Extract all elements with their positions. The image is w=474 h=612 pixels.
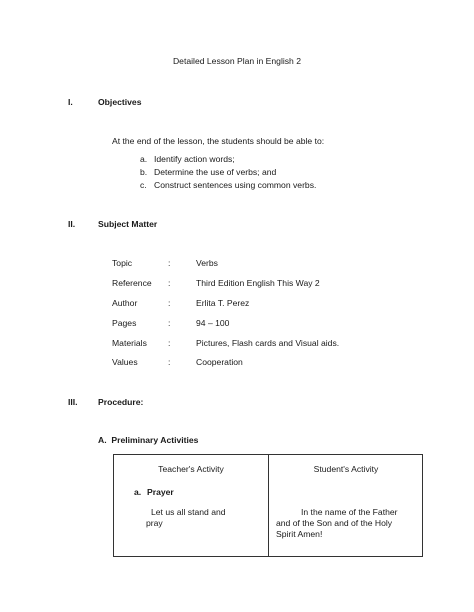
prayer-label: Prayer — [147, 487, 174, 497]
objective-marker: c. — [140, 180, 147, 190]
objective-item: Construct sentences using common verbs. — [154, 180, 317, 190]
teacher-line: Let us all stand and — [151, 507, 226, 517]
objective-marker: b. — [140, 167, 148, 177]
subject-label: Pages — [112, 318, 137, 328]
subject-label: Values — [112, 357, 138, 367]
subject-separator: : — [168, 258, 171, 268]
objectives-intro: At the end of the lesson, the students should be able to: — [112, 136, 325, 146]
subject-label: Topic — [112, 258, 133, 268]
activity-table — [113, 454, 423, 557]
section-numeral-subject-matter: II. — [68, 219, 76, 229]
student-line: Spirit Amen! — [276, 529, 323, 539]
objective-marker: a. — [140, 154, 148, 164]
procedure-subheading: A. Preliminary Activities — [98, 435, 199, 445]
section-heading-subject-matter: Subject Matter — [98, 219, 158, 229]
objective-item: Determine the use of verbs; and — [154, 167, 277, 177]
objective-item: Identify action words; — [154, 154, 235, 164]
subject-value: Pictures, Flash cards and Visual aids. — [196, 338, 340, 348]
section-numeral-procedure: III. — [68, 397, 78, 407]
section-heading-objectives: Objectives — [98, 97, 142, 107]
section-numeral-objectives: I. — [68, 97, 73, 107]
subject-separator: : — [168, 278, 171, 288]
subject-separator: : — [168, 298, 171, 308]
document-title: Detailed Lesson Plan in English 2 — [172, 56, 302, 66]
subject-value: Cooperation — [196, 357, 243, 367]
subject-separator: : — [168, 318, 171, 328]
subject-label: Reference — [112, 278, 152, 288]
student-line: and of the Son and of the Holy — [276, 518, 393, 528]
student-activity-header: Student's Activity — [313, 464, 379, 474]
subject-separator: : — [168, 357, 171, 367]
subject-label: Author — [112, 298, 138, 308]
subject-value: 94 – 100 — [196, 318, 230, 328]
section-heading-procedure: Procedure: — [98, 397, 144, 407]
student-line: In the name of the Father — [301, 507, 398, 517]
subject-separator: : — [168, 338, 171, 348]
prayer-marker: a. — [134, 487, 142, 497]
teacher-line: pray — [146, 518, 163, 528]
subject-label: Materials — [112, 338, 147, 348]
subject-value: Erlita T. Perez — [196, 298, 250, 308]
teacher-activity-header: Teacher's Activity — [158, 464, 224, 474]
subject-value: Third Edition English This Way 2 — [196, 278, 320, 288]
subject-value: Verbs — [196, 258, 218, 268]
